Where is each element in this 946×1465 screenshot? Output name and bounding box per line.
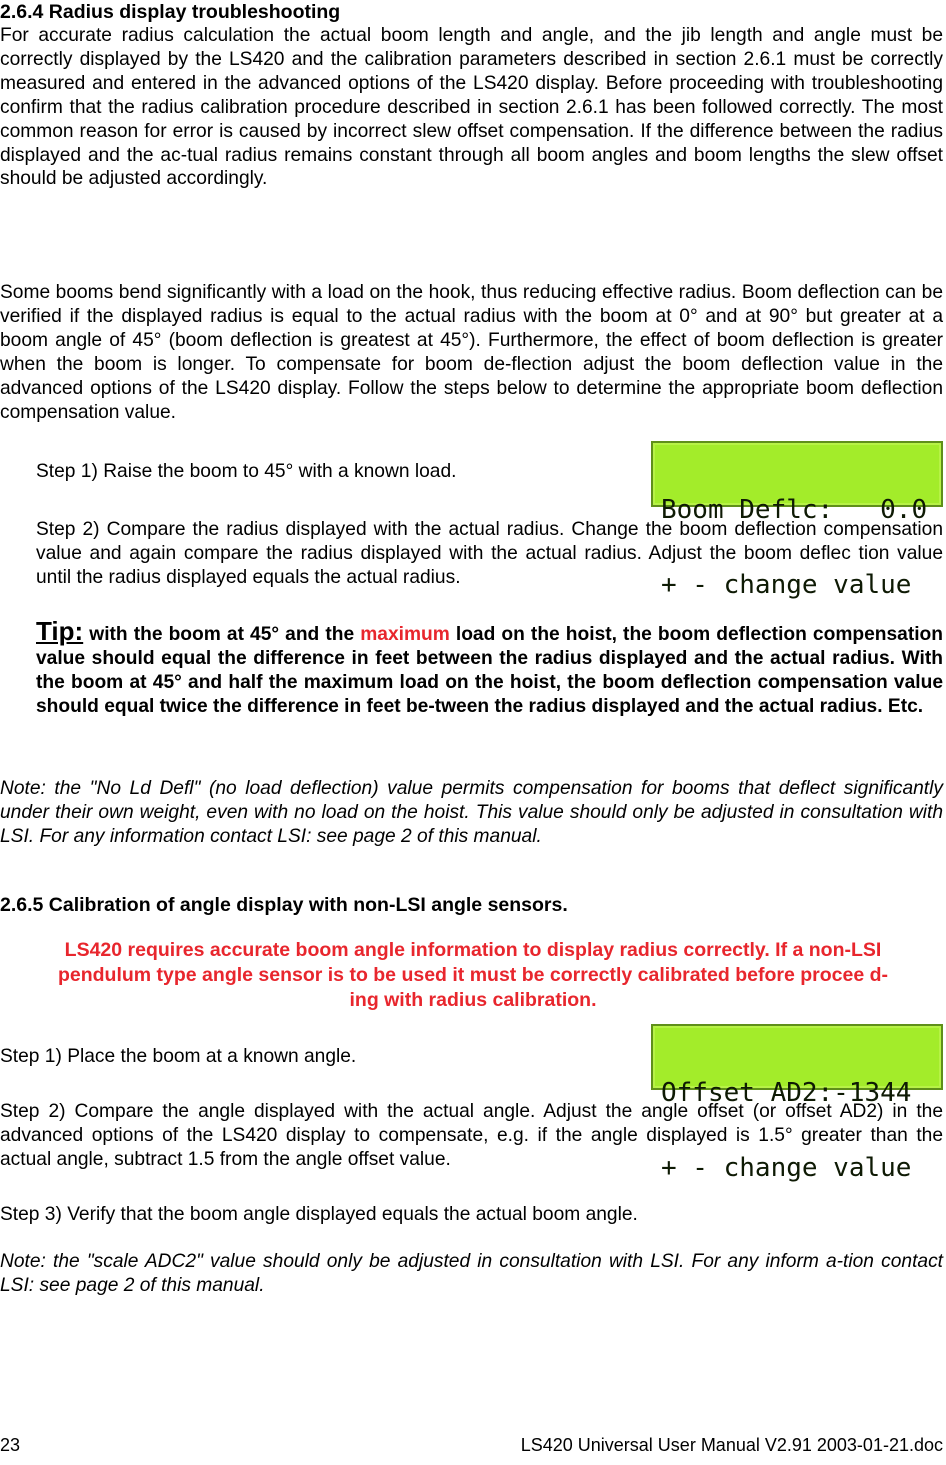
section-heading-265: 2.6.5 Calibration of angle display with non-LSI angle sensors. <box>0 894 568 916</box>
tip-label: Tip: <box>36 616 84 646</box>
step-2-compare-angle: Step 2) Compare the angle displayed with the actual angle. Adjust the angle offset (or offset AD2) in the advanced options of the LS420 display to compensate, e.g. if the angle displayed is 1.5° greater than the actual angle, subtract 1.5 from the angle offset value. <box>0 1101 943 1170</box>
document-name: LS420 Universal User Manual V2.91 2003-01-21.doc <box>520 1435 943 1455</box>
tip-text-1: with the boom at 45° and the <box>83 624 361 645</box>
step-3-verify-angle: Step 3) Verify that the boom angle displayed equals the actual boom angle. <box>0 1204 638 1225</box>
note-no-load-deflection: Note: the "No Ld Defl" (no load deflection) value permits compensation for booms that deflect significantly under their own weight, even with no load on the hoist. This value should only be adjusted in consultation with LSI. For any information contact LSI: see page 2 of this manual. <box>0 778 943 847</box>
lcd-boom-deflection-display <box>651 441 943 600</box>
page-number: 23 <box>0 1435 21 1455</box>
tip-highlight-maximum: maximum <box>360 624 450 645</box>
note-scale-adc2: Note: the "scale ADC2" value should only be adjusted in consultation with LSI. For any inform a-tion contact LSI: see page 2 of this manual. <box>0 1251 943 1296</box>
warning-line-3: ing with radius calibration. <box>349 989 597 1011</box>
tip-paragraph <box>36 616 943 719</box>
lcd-line-1: Offset AD2:-1344 <box>661 1078 912 1108</box>
paragraph-boom-deflection: Some booms bend significantly with a load on the hook, thus reducing effective radius. Boom deflection can be verified if the displayed radius is equal to the actual radius with the boom at 0° and at 90° but greater at a boom angle of 45° (boom deflection is greatest at 45°). Furthermore, the effect of boom deflection is greater when the boom is longer. To compensate for boom de-flection adjust the boom deflection value in the advanced options of the LS420 display. Follow the steps below to determine the appropriate boom deflection compensation value. <box>0 282 943 423</box>
lcd-line-2: + - change value <box>661 570 912 600</box>
lcd-offset-ad2-display <box>651 1024 943 1183</box>
warning-line-2: pendulum type angle sensor is to be used it must be correctly calibrated before procee d- <box>57 964 889 986</box>
step-1-known-angle: Step 1) Place the boom at a known angle. <box>0 1046 357 1067</box>
lcd-line-2: + - change value <box>661 1153 912 1183</box>
step-2-compare-radius: Step 2) Compare the radius displayed with the actual radius. Change the boom deflection compensation value and again compare the radius displayed with the actual radius. Adjust the boom deflec tion value until the radius displayed equals the actual radius. <box>36 519 943 588</box>
warning-line-1: LS420 requires accurate boom angle information to display radius correctly. If a non-LSI <box>64 939 882 961</box>
section-heading: 2.6.4 Radius display troubleshooting <box>0 1 341 23</box>
lcd-line-1: Boom Deflc: 0.0 <box>661 495 928 525</box>
step-1-raise-boom: Step 1) Raise the boom to 45° with a known load. <box>36 461 457 482</box>
tip-text-2: load on the hoist, the boom deflection compensation value should equal the difference in feet between the radius displayed and the actual radius. With the boom at 45° and half the maximum load on the hoist, the boom deflection compensation value should equal twice the difference in feet be-tween the radius displayed and the actual radius. Etc. <box>36 624 943 717</box>
paragraph-radius-accuracy: For accurate radius calculation the actual boom length and angle, and the jib length and angle must be correctly displayed by the LS420 and the calibration parameters described in section 2.6.1 must be correctly measured and entered in the advanced options of the LS420 display. Before proceeding with troubleshooting confirm that the radius calibration procedure described in section 2.6.1 has been followed correctly. The most common reason for error is caused by incorrect slew offset compensation. If the difference between the radius displayed and the ac-tual radius remains constant through all boom angles and boom lengths the slew offset should be adjusted accordingly. <box>0 25 943 190</box>
